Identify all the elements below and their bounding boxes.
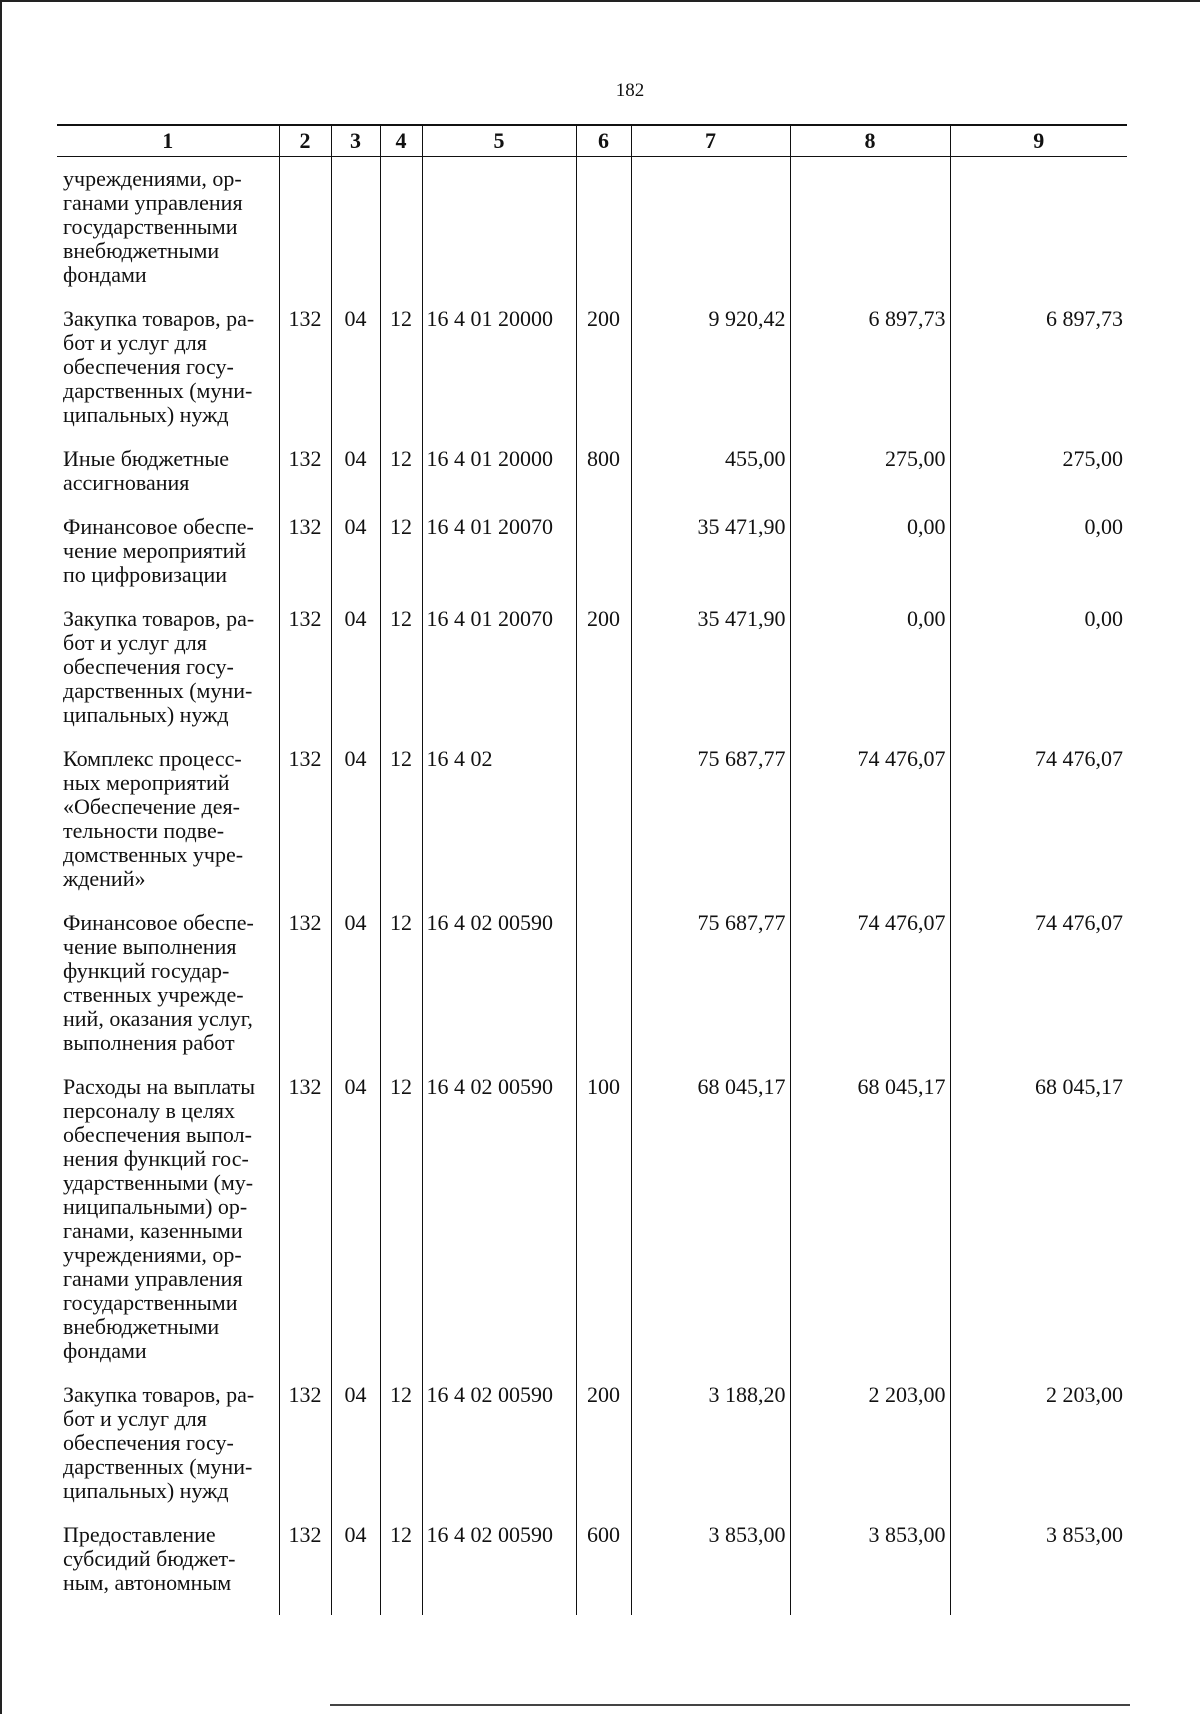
cell-section: 04	[331, 307, 380, 447]
expense-name-line: внебюджетными	[63, 238, 220, 263]
expense-name-line: по цифровизации	[63, 562, 228, 587]
cell-amount-year3: 3 853,00	[950, 1523, 1127, 1615]
cell-expense-name	[57, 1383, 279, 1523]
table-row	[57, 515, 1127, 607]
cell-admin-code: 132	[279, 911, 331, 1075]
table-row	[57, 1523, 1127, 1615]
cell-target-article: 16 4 01 20070	[422, 607, 576, 747]
cell-admin-code: 132	[279, 1075, 331, 1383]
cell-amount-year2: 74 476,07	[790, 911, 950, 1075]
table-body	[57, 157, 1127, 1616]
cell-expense-type: 200	[576, 607, 631, 747]
table-row	[57, 911, 1127, 1075]
cell-amount-year3: 2 203,00	[950, 1383, 1127, 1523]
column-header: 2	[279, 125, 331, 157]
expense-name-line: обеспечения выпол-	[63, 1122, 252, 1147]
expense-name-line: дарственных (муни-	[63, 378, 253, 403]
table-row	[57, 157, 1127, 308]
expense-name-line: Иные бюджетные	[63, 446, 230, 471]
cell-target-article: 16 4 02 00590	[422, 911, 576, 1075]
cell-subsection	[380, 157, 422, 308]
cell-amount-year1: 3 853,00	[631, 1523, 790, 1615]
cell-section: 04	[331, 747, 380, 911]
scan-border-left	[0, 0, 2, 1714]
cell-target-article	[422, 157, 576, 308]
expense-name-line: Закупка товаров, ра-	[63, 306, 255, 331]
table-row	[57, 747, 1127, 911]
cell-expense-name	[57, 307, 279, 447]
cell-admin-code: 132	[279, 447, 331, 515]
cell-target-article: 16 4 02 00590	[422, 1523, 576, 1615]
expense-name-line: ассигнования	[63, 470, 190, 495]
expense-name-line: ний, оказания услуг,	[63, 1006, 253, 1031]
cell-admin-code: 132	[279, 1523, 331, 1615]
expense-name-line: нения функций гос-	[63, 1146, 249, 1171]
cell-expense-type: 100	[576, 1075, 631, 1383]
cell-amount-year1: 9 920,42	[631, 307, 790, 447]
expense-name-line: Комплекс процесс-	[63, 746, 242, 771]
column-header: 3	[331, 125, 380, 157]
cell-admin-code: 132	[279, 607, 331, 747]
cell-expense-name	[57, 447, 279, 515]
table-row	[57, 307, 1127, 447]
expense-name-line: внебюджетными	[63, 1314, 220, 1339]
cell-section: 04	[331, 447, 380, 515]
cell-amount-year2: 3 853,00	[790, 1523, 950, 1615]
expense-name-line: «Обеспечение дея-	[63, 794, 240, 819]
budget-table	[57, 124, 1127, 1615]
expense-name-line: государственными	[63, 214, 238, 239]
cell-amount-year3	[950, 157, 1127, 308]
expense-name-line: Финансовое обеспе-	[63, 514, 254, 539]
cell-expense-type: 600	[576, 1523, 631, 1615]
expense-name-line: Финансовое обеспе-	[63, 910, 254, 935]
cell-amount-year1: 35 471,90	[631, 607, 790, 747]
cell-expense-type: 200	[576, 307, 631, 447]
cell-subsection: 12	[380, 447, 422, 515]
expense-name-line: ципальных) нужд	[63, 1478, 229, 1503]
cell-expense-type	[576, 157, 631, 308]
cell-amount-year3: 6 897,73	[950, 307, 1127, 447]
expense-name-line: бот и услуг для	[63, 630, 207, 655]
expense-name-line: ждений»	[63, 866, 146, 891]
cell-subsection: 12	[380, 747, 422, 911]
cell-target-article: 16 4 02 00590	[422, 1075, 576, 1383]
cell-amount-year2: 68 045,17	[790, 1075, 950, 1383]
expense-name-line: домственных учре-	[63, 842, 244, 867]
cell-amount-year1: 75 687,77	[631, 911, 790, 1075]
cell-amount-year2: 0,00	[790, 607, 950, 747]
expense-name-line: субсидий бюджет-	[63, 1546, 236, 1571]
expense-name-line: чение мероприятий	[63, 538, 247, 563]
expense-name-line: обеспечения госу-	[63, 654, 234, 679]
cell-admin-code: 132	[279, 307, 331, 447]
cell-admin-code: 132	[279, 515, 331, 607]
expense-name-line: персоналу в целях	[63, 1098, 236, 1123]
cell-section: 04	[331, 1523, 380, 1615]
expense-name-line: Предоставление	[63, 1522, 216, 1547]
cell-amount-year2: 6 897,73	[790, 307, 950, 447]
cell-amount-year2: 0,00	[790, 515, 950, 607]
table-row	[57, 1075, 1127, 1383]
expense-name-line: тельности подве-	[63, 818, 225, 843]
cell-section: 04	[331, 1075, 380, 1383]
cell-expense-name	[57, 607, 279, 747]
cell-subsection: 12	[380, 307, 422, 447]
cell-expense-name	[57, 747, 279, 911]
cell-amount-year3: 74 476,07	[950, 747, 1127, 911]
cell-amount-year2: 275,00	[790, 447, 950, 515]
cell-amount-year3: 74 476,07	[950, 911, 1127, 1075]
expense-name-line: ганами управления	[63, 1266, 243, 1291]
table-row	[57, 1383, 1127, 1523]
expense-name-line: ципальных) нужд	[63, 702, 229, 727]
expense-name-line: ганами, казенными	[63, 1218, 243, 1243]
column-header: 7	[631, 125, 790, 157]
cell-subsection: 12	[380, 1383, 422, 1523]
cell-subsection: 12	[380, 1523, 422, 1615]
cell-expense-name	[57, 911, 279, 1075]
expense-name-line: бот и услуг для	[63, 330, 207, 355]
expense-name-line: ударственными (му-	[63, 1170, 254, 1195]
page-number: 182	[615, 80, 645, 101]
cell-expense-type	[576, 747, 631, 911]
column-header: 4	[380, 125, 422, 157]
expense-name-line: учреждениями, ор-	[63, 166, 242, 191]
cell-amount-year2: 2 203,00	[790, 1383, 950, 1523]
expense-name-line: Закупка товаров, ра-	[63, 606, 255, 631]
cell-expense-type: 200	[576, 1383, 631, 1523]
cell-amount-year1: 75 687,77	[631, 747, 790, 911]
expense-name-line: Закупка товаров, ра-	[63, 1382, 255, 1407]
expense-name-line: государственными	[63, 1290, 238, 1315]
expense-name-line: ным, автономным	[63, 1570, 232, 1595]
expense-name-line: обеспечения госу-	[63, 354, 234, 379]
column-header: 9	[950, 125, 1127, 157]
expense-name-line: Расходы на выплаты	[63, 1074, 256, 1099]
cell-admin-code: 132	[279, 747, 331, 911]
cell-expense-type: 800	[576, 447, 631, 515]
cell-target-article: 16 4 01 20000	[422, 447, 576, 515]
cell-amount-year1: 455,00	[631, 447, 790, 515]
expense-name-line: ганами управления	[63, 190, 243, 215]
cell-expense-name	[57, 1523, 279, 1615]
expense-name-line: ниципальными) ор-	[63, 1194, 248, 1219]
cell-amount-year1: 3 188,20	[631, 1383, 790, 1523]
column-header: 6	[576, 125, 631, 157]
expense-name-line: ных мероприятий	[63, 770, 230, 795]
cell-subsection: 12	[380, 1075, 422, 1383]
cell-target-article: 16 4 01 20000	[422, 307, 576, 447]
scan-border-bottom	[330, 1704, 1130, 1706]
cell-amount-year3: 0,00	[950, 607, 1127, 747]
cell-subsection: 12	[380, 607, 422, 747]
expense-name-line: дарственных (муни-	[63, 678, 253, 703]
table-row	[57, 447, 1127, 515]
cell-amount-year2	[790, 157, 950, 308]
cell-expense-name	[57, 515, 279, 607]
expense-name-line: обеспечения госу-	[63, 1430, 234, 1455]
expense-name-line: учреждениями, ор-	[63, 1242, 242, 1267]
cell-amount-year3: 0,00	[950, 515, 1127, 607]
cell-section	[331, 157, 380, 308]
expense-name-line: бот и услуг для	[63, 1406, 207, 1431]
expense-name-line: фондами	[63, 1338, 147, 1363]
cell-section: 04	[331, 607, 380, 747]
expense-name-line: функций государ-	[63, 958, 230, 983]
table-row	[57, 607, 1127, 747]
cell-section: 04	[331, 911, 380, 1075]
column-header: 5	[422, 125, 576, 157]
cell-section: 04	[331, 1383, 380, 1523]
expense-name-line: фондами	[63, 262, 147, 287]
cell-admin-code	[279, 157, 331, 308]
expense-name-line: чение выполнения	[63, 934, 237, 959]
cell-amount-year3: 68 045,17	[950, 1075, 1127, 1383]
column-header: 8	[790, 125, 950, 157]
header-row	[57, 125, 1127, 157]
cell-expense-type	[576, 515, 631, 607]
expense-name-line: дарственных (муни-	[63, 1454, 253, 1479]
expense-name-line: ципальных) нужд	[63, 402, 229, 427]
cell-amount-year1: 35 471,90	[631, 515, 790, 607]
cell-subsection: 12	[380, 911, 422, 1075]
expense-name-line: ственных учрежде-	[63, 982, 244, 1007]
cell-target-article: 16 4 02 00590	[422, 1383, 576, 1523]
cell-target-article: 16 4 02	[422, 747, 576, 911]
cell-amount-year1	[631, 157, 790, 308]
cell-target-article: 16 4 01 20070	[422, 515, 576, 607]
cell-section: 04	[331, 515, 380, 607]
cell-amount-year3: 275,00	[950, 447, 1127, 515]
column-header: 1	[57, 125, 279, 157]
cell-amount-year1: 68 045,17	[631, 1075, 790, 1383]
cell-expense-name	[57, 1075, 279, 1383]
cell-expense-name	[57, 157, 279, 308]
cell-amount-year2: 74 476,07	[790, 747, 950, 911]
scan-border-top	[0, 0, 1200, 2]
expense-name-line: выполнения работ	[63, 1030, 235, 1055]
cell-expense-type	[576, 911, 631, 1075]
cell-admin-code: 132	[279, 1383, 331, 1523]
cell-subsection: 12	[380, 515, 422, 607]
